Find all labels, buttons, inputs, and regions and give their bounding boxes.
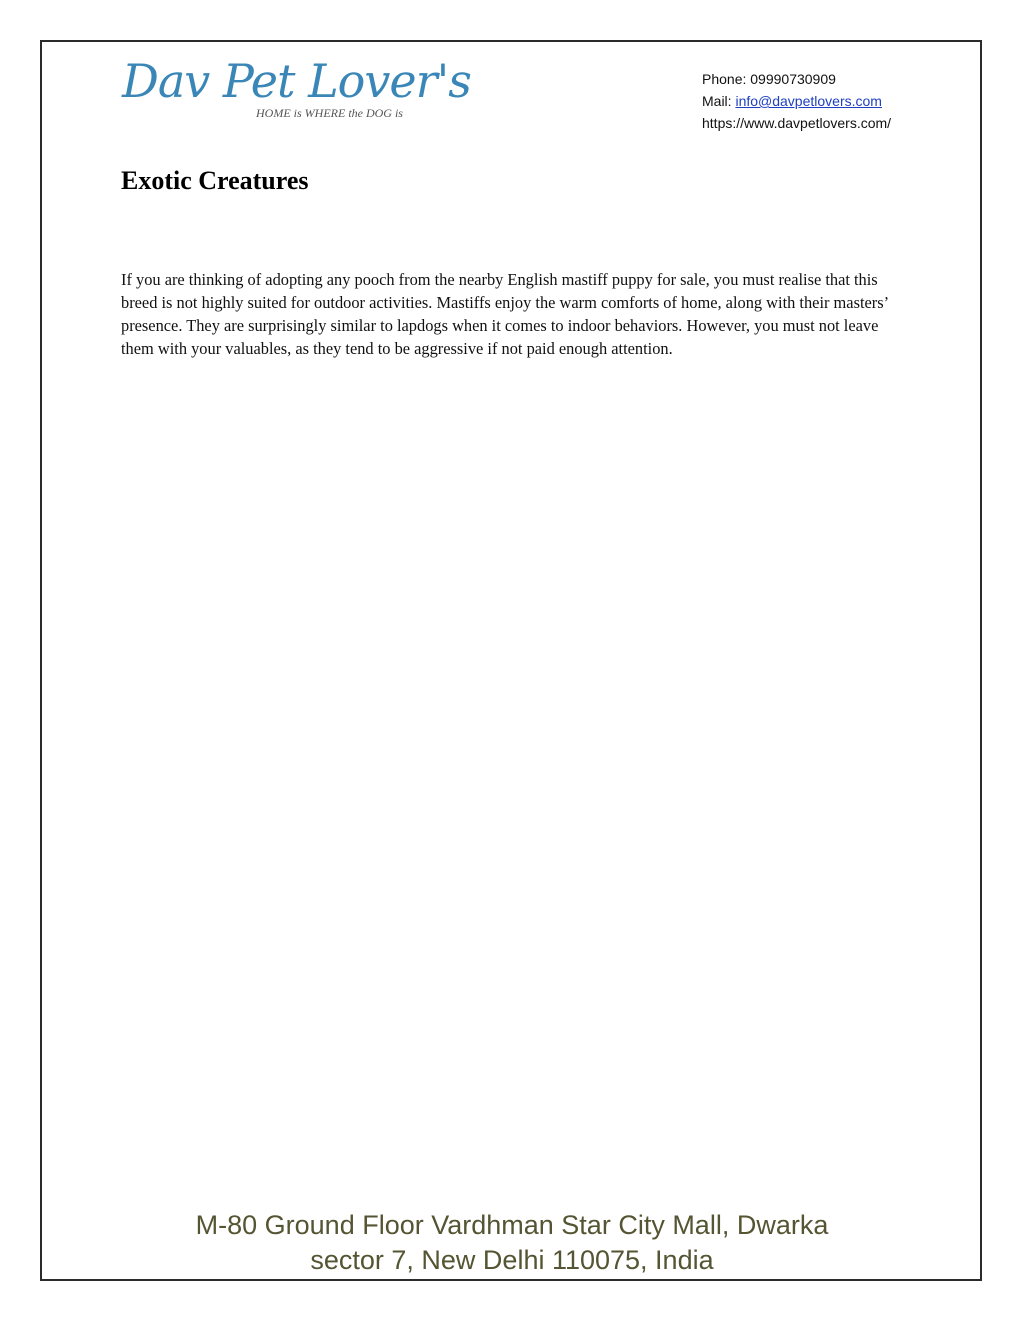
page-frame (40, 40, 982, 1281)
article-title: Exotic Creatures (121, 166, 309, 195)
phone-number: 09990730909 (750, 71, 836, 87)
logo-name: Dav Pet Lover's (122, 54, 471, 108)
footer-address (0, 1208, 1024, 1278)
website-line[interactable]: https://www.davpetlovers.com/ (702, 115, 892, 131)
phone-line (702, 68, 891, 90)
contact-block (702, 68, 891, 134)
logo-tagline: HOME is WHERE the DOG is (256, 106, 403, 120)
mail-label: Mail: (702, 93, 732, 109)
article-body: If you are thinking of adopting any pooch from the nearby English mastiff puppy for sale, you must realise that this breed is not highly suited for outdoor activities. Mastiffs enjoy the warm comforts of home, along with their masters’ presence. They are surprisingly similar to lapdogs when it comes to indoor behaviors. However, you must not leave them with your valuables, as they tend to be aggressive if not paid enough attention. (121, 270, 888, 358)
company-logo (122, 52, 471, 132)
address-line-2: sector 7, New Delhi 110075, India (310, 1245, 714, 1275)
phone-label: Phone: (702, 71, 747, 87)
mail-line (702, 90, 891, 112)
email-link[interactable]: info@davpetlovers.com (735, 93, 882, 109)
address-line-1: M-80 Ground Floor Vardhman Star City Mall, Dwarka (195, 1210, 829, 1240)
